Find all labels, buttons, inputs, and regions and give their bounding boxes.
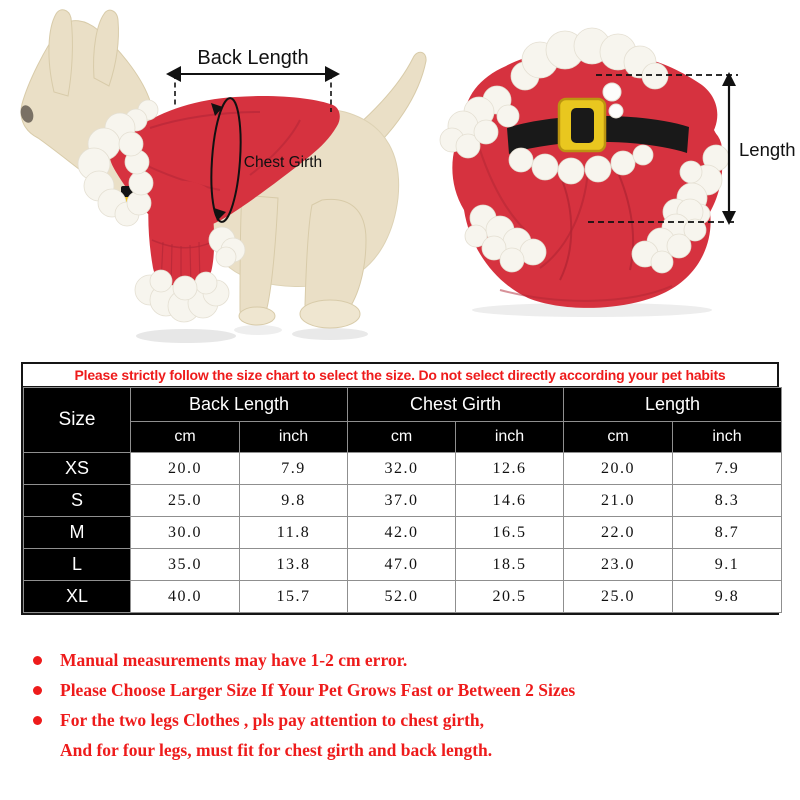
size-column-header: Size [24, 388, 131, 453]
table-row [24, 453, 782, 485]
size-notes [33, 645, 773, 765]
value-cell: 35.0 [131, 549, 240, 581]
product-figure [0, 0, 800, 358]
value-cell: 18.5 [456, 549, 564, 581]
size-cell: S [24, 485, 131, 517]
value-cell: 22.0 [564, 517, 673, 549]
size-warning-banner: Please strictly follow the size chart to select the size. Do not select directly according your pet habits [23, 364, 777, 387]
table-row [24, 581, 782, 613]
note-text: Manual measurements may have 1-2 cm error. [60, 649, 408, 670]
value-cell: 7.9 [673, 453, 782, 485]
size-cell: L [24, 549, 131, 581]
value-cell: 9.8 [673, 581, 782, 613]
note-text: For the two legs Clothes , pls pay attention to chest girth, [60, 709, 485, 730]
value-cell: 7.9 [240, 453, 348, 485]
value-cell: 25.0 [564, 581, 673, 613]
size-cell: M [24, 517, 131, 549]
unit-header: cm [348, 422, 456, 453]
table-unit-header-row [24, 422, 782, 453]
coat-boot-fluff [135, 270, 229, 322]
santa-costume-illustration [440, 28, 729, 317]
value-cell: 12.6 [456, 453, 564, 485]
belt-buckle [559, 99, 605, 151]
unit-header: cm [564, 422, 673, 453]
value-cell: 32.0 [348, 453, 456, 485]
note-line [33, 675, 773, 705]
size-cell: XL [24, 581, 131, 613]
bullet-icon [33, 716, 42, 725]
bullet-icon [33, 656, 42, 665]
pom-pom-button [603, 83, 621, 101]
size-chart [21, 362, 779, 615]
unit-header: inch [240, 422, 348, 453]
value-cell: 37.0 [348, 485, 456, 517]
note-text: Please Choose Larger Size If Your Pet Grows Fast or Between 2 Sizes [60, 679, 576, 700]
back-length-label: Back Length [197, 47, 309, 69]
chest-girth-group-header: Chest Girth [348, 388, 564, 422]
value-cell: 20.5 [456, 581, 564, 613]
table-group-header-row [24, 388, 782, 422]
value-cell: 40.0 [131, 581, 240, 613]
table-row [24, 485, 782, 517]
unit-header: inch [673, 422, 782, 453]
back-length-group-header: Back Length [131, 388, 348, 422]
value-cell: 9.1 [673, 549, 782, 581]
size-table [23, 387, 782, 613]
length-label: Length [739, 139, 796, 160]
value-cell: 13.8 [240, 549, 348, 581]
value-cell: 52.0 [348, 581, 456, 613]
value-cell: 42.0 [348, 517, 456, 549]
value-cell: 21.0 [564, 485, 673, 517]
chest-girth-label: Chest Girth [243, 154, 323, 171]
table-row [24, 517, 782, 549]
value-cell: 23.0 [564, 549, 673, 581]
value-cell: 8.7 [673, 517, 782, 549]
dog-ear [49, 10, 73, 96]
length-group-header: Length [564, 388, 782, 422]
value-cell: 20.0 [131, 453, 240, 485]
value-cell: 25.0 [131, 485, 240, 517]
value-cell: 14.6 [456, 485, 564, 517]
value-cell: 16.5 [456, 517, 564, 549]
value-cell: 8.3 [673, 485, 782, 517]
value-cell: 30.0 [131, 517, 240, 549]
value-cell: 47.0 [348, 549, 456, 581]
bullet-icon [33, 686, 42, 695]
size-cell: XS [24, 453, 131, 485]
value-cell: 20.0 [564, 453, 673, 485]
value-cell: 9.8 [240, 485, 348, 517]
note-line [33, 645, 773, 675]
note-text: And for four legs, must fit for chest girth and back length. [60, 739, 493, 760]
note-line [33, 735, 773, 765]
value-cell: 15.7 [240, 581, 348, 613]
unit-header: inch [456, 422, 564, 453]
note-line [33, 705, 773, 735]
unit-header: cm [131, 422, 240, 453]
pom-pom-button [609, 104, 623, 118]
table-row [24, 549, 782, 581]
value-cell: 11.8 [240, 517, 348, 549]
